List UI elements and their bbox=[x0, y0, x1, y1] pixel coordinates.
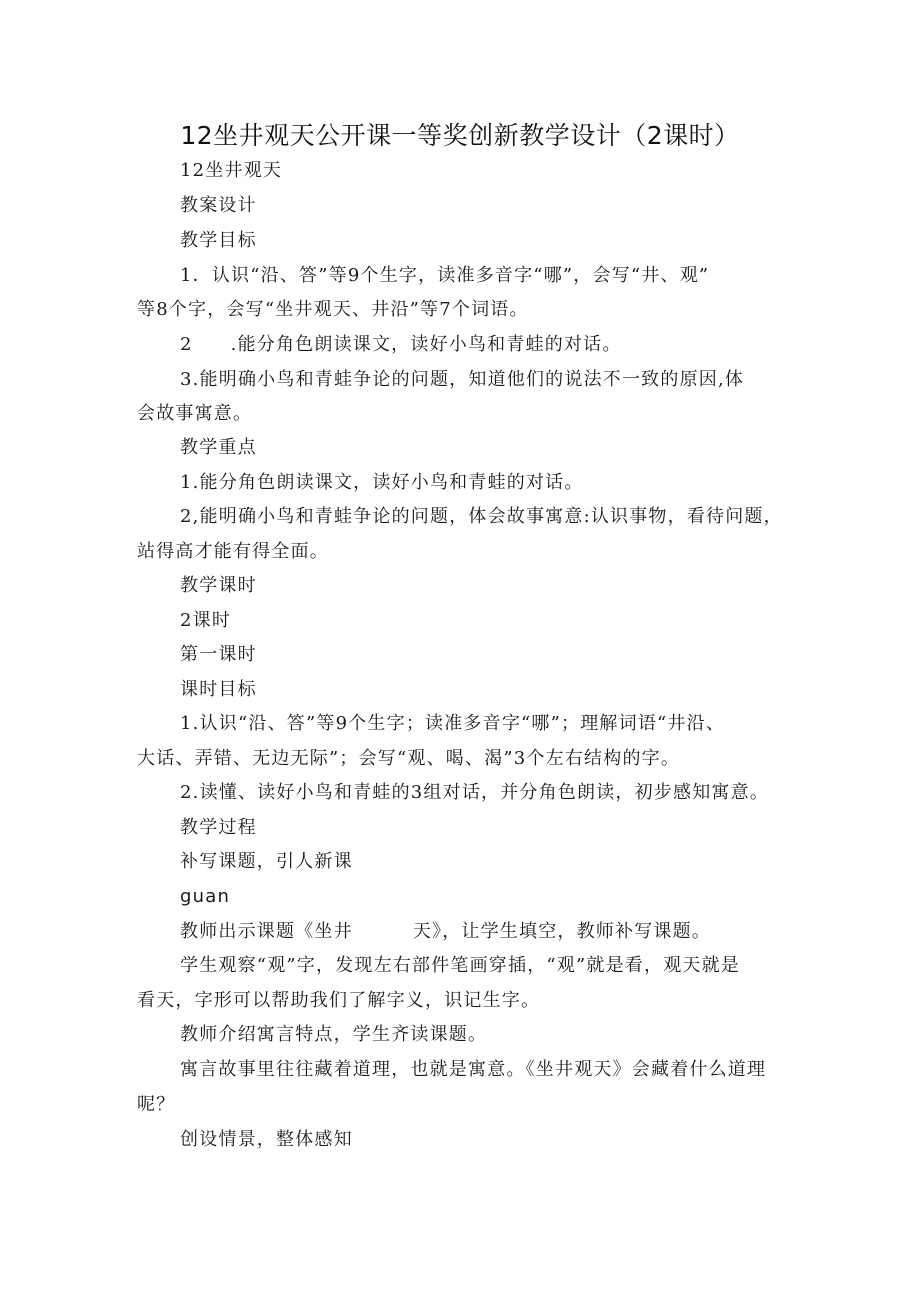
paragraph-line: 1.能分角色朗读课文，读好小鸟和青蛙的对话。 bbox=[180, 472, 584, 493]
document-title: 12坐井观天公开课一等奖创新教学设计（2课时） bbox=[180, 121, 740, 150]
paragraph-line: 补写课题，引人新课 bbox=[180, 851, 353, 872]
paragraph-line: 1．认识“沿、答”等9个生字，读准多音字“哪”，会写“井、观” bbox=[180, 265, 710, 286]
paragraph-line: 2,能明确小鸟和青蛙争论的问题，体会故事寓意:认识事物，看待问题， bbox=[180, 506, 783, 527]
section-heading: 第一课时 bbox=[180, 644, 257, 665]
paragraph-line: 呢？ bbox=[137, 1094, 176, 1115]
section-heading: 教学目标 bbox=[180, 230, 257, 251]
text-segment: 教师出示课题《坐井 bbox=[180, 921, 353, 942]
paragraph-line: 看天，字形可以帮助我们了解字义，识记生字。 bbox=[137, 990, 541, 1011]
paragraph-line: 会故事寓意。 bbox=[137, 403, 253, 424]
paragraph-line bbox=[180, 920, 711, 944]
section-heading: 教学过程 bbox=[180, 817, 257, 838]
section-heading: 教学重点 bbox=[180, 437, 257, 458]
section-heading: 创设情景，整体感知 bbox=[180, 1129, 353, 1150]
paragraph-line: 大话、弄错、无边无际”；会写“观、喝、渴”3个左右结构的字。 bbox=[137, 748, 681, 769]
list-text: .能分角色朗读课文，读好小鸟和青蛙的对话。 bbox=[230, 334, 622, 355]
pinyin-annotation: guan bbox=[180, 886, 231, 907]
paragraph-line: 1.认识“沿、答”等9个生字；读准多音字“哪”；理解词语“井沿、 bbox=[180, 713, 726, 734]
list-number: 2 bbox=[180, 334, 193, 355]
section-heading: 教学课时 bbox=[180, 575, 257, 596]
section-heading: 课时目标 bbox=[180, 679, 257, 700]
paragraph-line: 教师介绍寓言特点，学生齐读课题。 bbox=[180, 1024, 488, 1045]
lesson-heading: 12坐井观天 bbox=[180, 160, 283, 181]
paragraph-line: 2课时 bbox=[180, 610, 232, 631]
paragraph-line: 等8个字，会写“坐井观天、井沿”等7个词语。 bbox=[137, 299, 529, 320]
paragraph-line: 3.能明确小鸟和青蛙争论的问题，知道他们的说法不一致的原因,体 bbox=[180, 369, 745, 390]
paragraph-line: 2.读懂、读好小鸟和青蛙的3组对话，并分角色朗读，初步感知寓意。 bbox=[180, 782, 770, 803]
section-label: 教案设计 bbox=[180, 195, 257, 216]
paragraph-line: 寓言故事里往往藏着道理，也就是寓意。《坐井观天》会藏着什么道理 bbox=[180, 1059, 767, 1080]
paragraph-line bbox=[180, 333, 622, 357]
paragraph-line: 站得高才能有得全面。 bbox=[137, 541, 329, 562]
text-segment: 天》，让学生填空，教师补写课题。 bbox=[412, 921, 712, 942]
paragraph-line: 学生观察“观”字，发现左右部件笔画穿插，“观”就是看，观天就是 bbox=[180, 955, 741, 976]
